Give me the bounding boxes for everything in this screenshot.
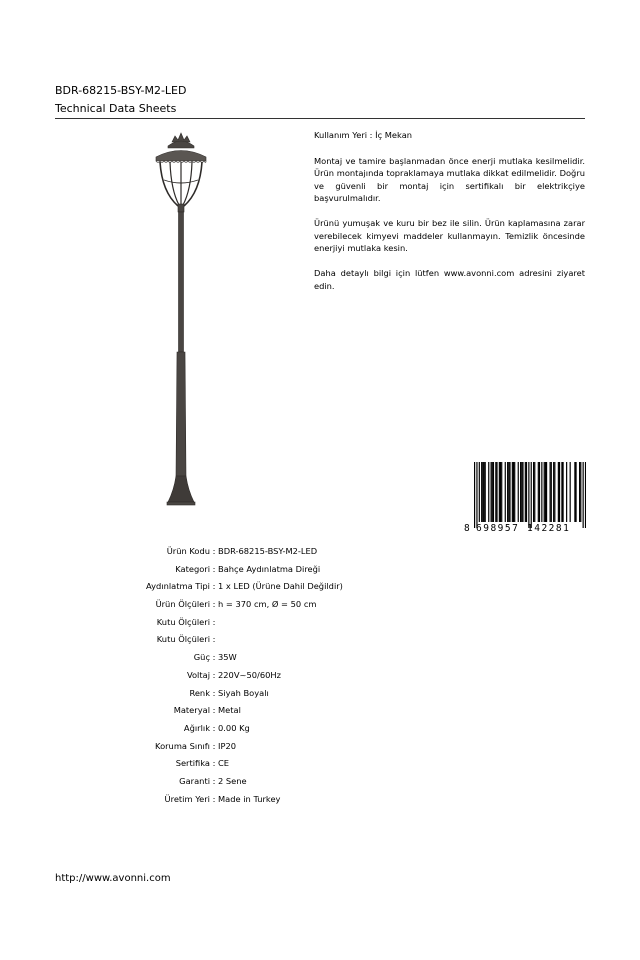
spec-separator: : xyxy=(212,652,216,663)
barcode-bar xyxy=(574,462,575,522)
barcode-bar xyxy=(522,462,523,522)
barcode-bar xyxy=(513,462,514,522)
spec-value: 0.00 Kg xyxy=(218,722,250,733)
barcode-bar xyxy=(539,462,540,522)
installation-warning: Montaj ve tamire başlanmadan önce enerji mutlaka kesilmelidir. Ürün montajında topraklamaya mutlaka dikkat edilmelidir. Doğru ve güvenli bir montaj için sertifikalı bir elektrikçiye başvurulmalıdır. xyxy=(314,155,585,203)
more-info-note: Daha detaylı bilgi için lütfen www.avonni.com adresini ziyaret edin. xyxy=(314,268,585,291)
barcode-bar xyxy=(499,462,500,522)
barcode-bar xyxy=(483,462,484,522)
spec-separator: : xyxy=(212,740,216,751)
spec-row xyxy=(60,616,440,634)
spec-separator: : xyxy=(212,705,216,716)
barcode-bar xyxy=(488,462,489,522)
barcode-bar xyxy=(476,462,477,528)
spec-label: Aydınlatma Tipi xyxy=(146,581,210,592)
spec-row xyxy=(60,704,440,722)
barcode-bar xyxy=(525,462,526,522)
spec-value: Siyah Boyalı xyxy=(218,687,269,698)
barcode-bar xyxy=(553,462,554,522)
barcode-bar xyxy=(533,462,534,522)
spec-value xyxy=(218,616,440,634)
barcode-bar xyxy=(493,462,494,522)
spec-row xyxy=(60,757,440,775)
spec-label: Materyal xyxy=(173,705,210,716)
spec-label: Kutu Ölçüleri xyxy=(156,634,210,645)
spec-separator: : xyxy=(212,793,216,804)
barcode-bar xyxy=(546,462,547,522)
spec-label: Kategori xyxy=(175,563,210,574)
barcode-first-digit: 8 xyxy=(464,523,470,534)
usage-location: Kullanım Yeri : İç Mekan xyxy=(314,130,413,140)
barcode-bar xyxy=(495,462,496,522)
spec-value xyxy=(218,633,440,651)
spec-value: IP20 xyxy=(218,740,237,751)
spec-row xyxy=(60,545,440,563)
barcode-bar xyxy=(583,462,584,528)
spec-row xyxy=(60,775,440,793)
barcode-bar xyxy=(491,462,492,522)
spec-separator: : xyxy=(212,669,216,680)
spec-row xyxy=(60,687,440,705)
barcode-bar xyxy=(520,462,521,522)
spec-separator: : xyxy=(212,687,216,698)
barcode-left-digits: 698957 xyxy=(476,523,520,534)
spec-label: Garanti xyxy=(179,775,210,786)
spec-separator: : xyxy=(212,775,216,786)
spec-value: Bahçe Aydınlatma Direği xyxy=(218,563,321,574)
barcode-bar xyxy=(561,462,562,522)
barcode-bar xyxy=(528,462,529,528)
spec-separator: : xyxy=(212,616,216,627)
barcode-bar xyxy=(507,462,508,522)
spec-separator: : xyxy=(212,546,216,556)
spec-label: Üretim Yeri xyxy=(164,793,210,804)
spec-row xyxy=(60,793,440,811)
barcode-bar xyxy=(558,462,559,522)
spec-value: 1 x LED (Ürüne Dahil Değildir) xyxy=(218,581,343,592)
barcode-bar xyxy=(492,462,493,522)
barcode-bar xyxy=(545,462,546,522)
barcode-bar xyxy=(551,462,552,522)
barcode-bar xyxy=(514,462,515,522)
spec-separator: : xyxy=(212,599,216,610)
barcode-bar xyxy=(508,462,509,522)
spec-row xyxy=(60,580,440,598)
spec-row xyxy=(60,722,440,740)
barcode-bar xyxy=(482,462,483,522)
barcode-bar xyxy=(500,462,501,522)
barcode-bar xyxy=(538,462,539,522)
barcode-bar xyxy=(579,462,580,522)
spec-value: 2 Sene xyxy=(218,775,247,786)
spec-row xyxy=(60,669,440,687)
barcode-bar xyxy=(509,462,510,522)
barcode-bar xyxy=(566,462,567,522)
barcode-bar xyxy=(575,462,576,522)
spec-value: Metal xyxy=(218,705,241,716)
cleaning-instructions: Ürünü yumuşak ve kuru bir bez ile silin. Ürün kaplamasına zarar verebilecek kimyevi maddeler kullanmayın. Temizlik öncesinde enerjiyi mutlaka kesin. xyxy=(314,218,585,253)
barcode-bar xyxy=(481,462,482,522)
barcode-bar xyxy=(544,462,545,522)
spec-label: Ürün Kodu xyxy=(166,546,210,556)
spec-row xyxy=(60,633,440,651)
spec-separator: : xyxy=(212,563,216,574)
website-link[interactable]: http://www.avonni.com xyxy=(55,873,171,884)
ean13-barcode xyxy=(464,462,586,534)
barcode-bar xyxy=(526,462,527,522)
spec-value: CE xyxy=(218,758,230,769)
spec-label: Voltaj xyxy=(186,669,210,680)
specifications-table xyxy=(60,545,440,810)
spec-label: Koruma Sınıfı xyxy=(155,740,210,751)
spec-label: Ürün Ölçüleri xyxy=(155,599,210,610)
document-header xyxy=(55,84,585,116)
spec-label: Ağırlık xyxy=(183,722,210,733)
barcode-bar xyxy=(534,462,535,522)
barcode-bar xyxy=(479,462,480,522)
spec-separator: : xyxy=(212,581,216,592)
barcode-bar xyxy=(570,462,571,522)
barcode-bar xyxy=(501,462,502,522)
document-subtitle: Technical Data Sheets xyxy=(55,102,177,115)
spec-value: h = 370 cm, Ø = 50 cm xyxy=(218,599,317,610)
barcode-bar xyxy=(554,462,555,522)
spec-value: Made in Turkey xyxy=(218,793,281,804)
garden-lamp-post-image xyxy=(150,130,212,510)
spec-value: 35W xyxy=(218,652,237,663)
barcode-right-digits: 142281 xyxy=(527,523,571,534)
spec-row xyxy=(60,740,440,758)
barcode-bar xyxy=(518,462,519,522)
barcode-bar xyxy=(550,462,551,522)
barcode-bar xyxy=(531,462,532,528)
spec-label: Renk xyxy=(189,687,210,698)
spec-row xyxy=(60,598,440,616)
spec-label: Kutu Ölçüleri xyxy=(156,616,210,627)
barcode-bar xyxy=(521,462,522,522)
usage-information xyxy=(314,129,585,305)
barcode-bar xyxy=(474,462,475,528)
spec-separator: : xyxy=(212,634,216,645)
barcode-bar xyxy=(559,462,560,522)
spec-separator: : xyxy=(212,758,216,769)
spec-row xyxy=(60,651,440,669)
spec-value: 220V~50/60Hz xyxy=(218,669,281,680)
barcode-bar xyxy=(496,462,497,522)
product-code-title: BDR-68215-BSY-M2-LED xyxy=(55,84,187,97)
barcode-bar xyxy=(563,462,564,522)
barcode-bar xyxy=(505,462,506,522)
spec-label: Sertifika xyxy=(175,758,210,769)
barcode-bar xyxy=(585,462,586,528)
barcode-bar xyxy=(541,462,542,522)
barcode-bar xyxy=(512,462,513,522)
spec-value: BDR-68215-BSY-M2-LED xyxy=(218,546,318,556)
header-divider xyxy=(55,118,585,119)
spec-row xyxy=(60,563,440,581)
barcode-bar xyxy=(485,462,486,522)
barcode-bar xyxy=(580,462,581,522)
spec-label: Güç xyxy=(193,652,210,663)
spec-separator: : xyxy=(212,722,216,733)
